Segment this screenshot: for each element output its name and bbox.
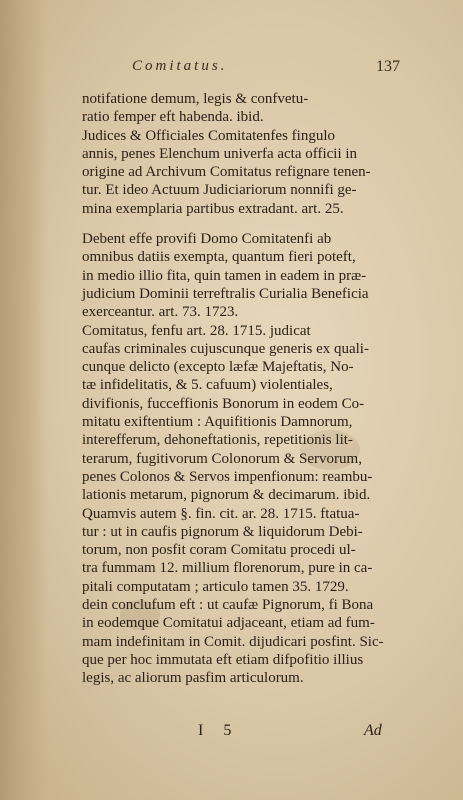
catchword: Ad [364, 722, 382, 739]
body-text [82, 90, 404, 688]
text-line: in eodemque Comitatui adjaceant, etiam ad fum- [82, 615, 375, 632]
text-line: tur. Et ideo Actuum Judiciariorum nonnifi ge- [82, 182, 357, 199]
text-line: ratio femper eft habenda. ibid. [82, 109, 264, 126]
text-line: caufas criminales cujuscunque generis ex quali- [82, 340, 369, 357]
text-line: exerceantur. art. 73. 1723. [82, 304, 239, 321]
text-line: mina exemplaria partibus extradant. art. 25. [82, 200, 344, 217]
text-line: legis, ac aliorum pasfim articulorum. [82, 670, 304, 687]
text-line: terarum, fugitivorum Colonorum & Servorum, [82, 450, 362, 467]
text-line: mitatu exiftentium : Aquifitionis Damnorum, [82, 414, 353, 431]
text-line: interefferum, dehoneftationis, repetitionis lit- [82, 432, 353, 449]
text-line: pitali computatam ; articulo tamen 35. 1729. [82, 578, 349, 595]
text-line: origine ad Archivum Comitatus refignare tenen- [82, 164, 371, 181]
text-line: Comitatus, fenfu art. 28. 1715. judicat [82, 322, 311, 339]
text-line: judicium Dominii terreftralis Curialia Beneficia [82, 285, 369, 302]
text-line: notifatione demum, legis & confvetu- [82, 91, 309, 107]
text-line: lationis metarum, pignorum & decimarum. ibid. [82, 487, 371, 504]
text-line: mam indefinitam in Comit. dijudicari posfint. Sic- [82, 633, 384, 650]
text-line: annis, penes Elenchum univerfa acta officii in [82, 145, 358, 162]
signature-mark: I 5 [198, 722, 240, 739]
page-number: 137 [376, 58, 400, 75]
text-line: Judices & Officiales Comitatenfes fingulo [82, 127, 336, 144]
text-line: Debent effe provifi Domo Comitatenfi ab [82, 231, 332, 248]
text-line: Quamvis autem §. fin. cit. ar. 28. 1715. ftatua- [82, 505, 360, 522]
text-line: tra fummam 12. millium florenorum, pure in ca- [82, 560, 373, 577]
text-line: torum, non posfit coram Comitatu procedi ul- [82, 542, 356, 559]
page-header [0, 58, 463, 82]
text-line: tæ infidelitatis, & 5. cafuum) violentiales, [82, 377, 333, 394]
text-line: dein conclufum eft : ut caufæ Pignorum, fi Bona [82, 597, 374, 614]
text-line: cunque delicto (excepto læfæ Majeftatis, No- [82, 359, 354, 376]
text-line: omnibus datiis exempta, quantum fieri poteft, [82, 249, 356, 266]
text-line: penes Colonos & Servos impenfionum: reambu- [82, 468, 373, 485]
text-line: tur : ut in caufis pignorum & liquidorum Debi- [82, 523, 363, 540]
text-line: que per hoc immutata eft etiam difpofitio illius [82, 651, 364, 668]
text-line: in medio illio fita, quin tamen in eadem in præ- [82, 267, 367, 284]
paragraph-gap [82, 218, 404, 230]
running-head: Comitatus. [132, 58, 228, 74]
page-footer [0, 722, 463, 744]
text-line: divifionis, fucceffionis Bonorum in eodem Co- [82, 395, 365, 412]
page-gutter-shadow [0, 0, 48, 800]
